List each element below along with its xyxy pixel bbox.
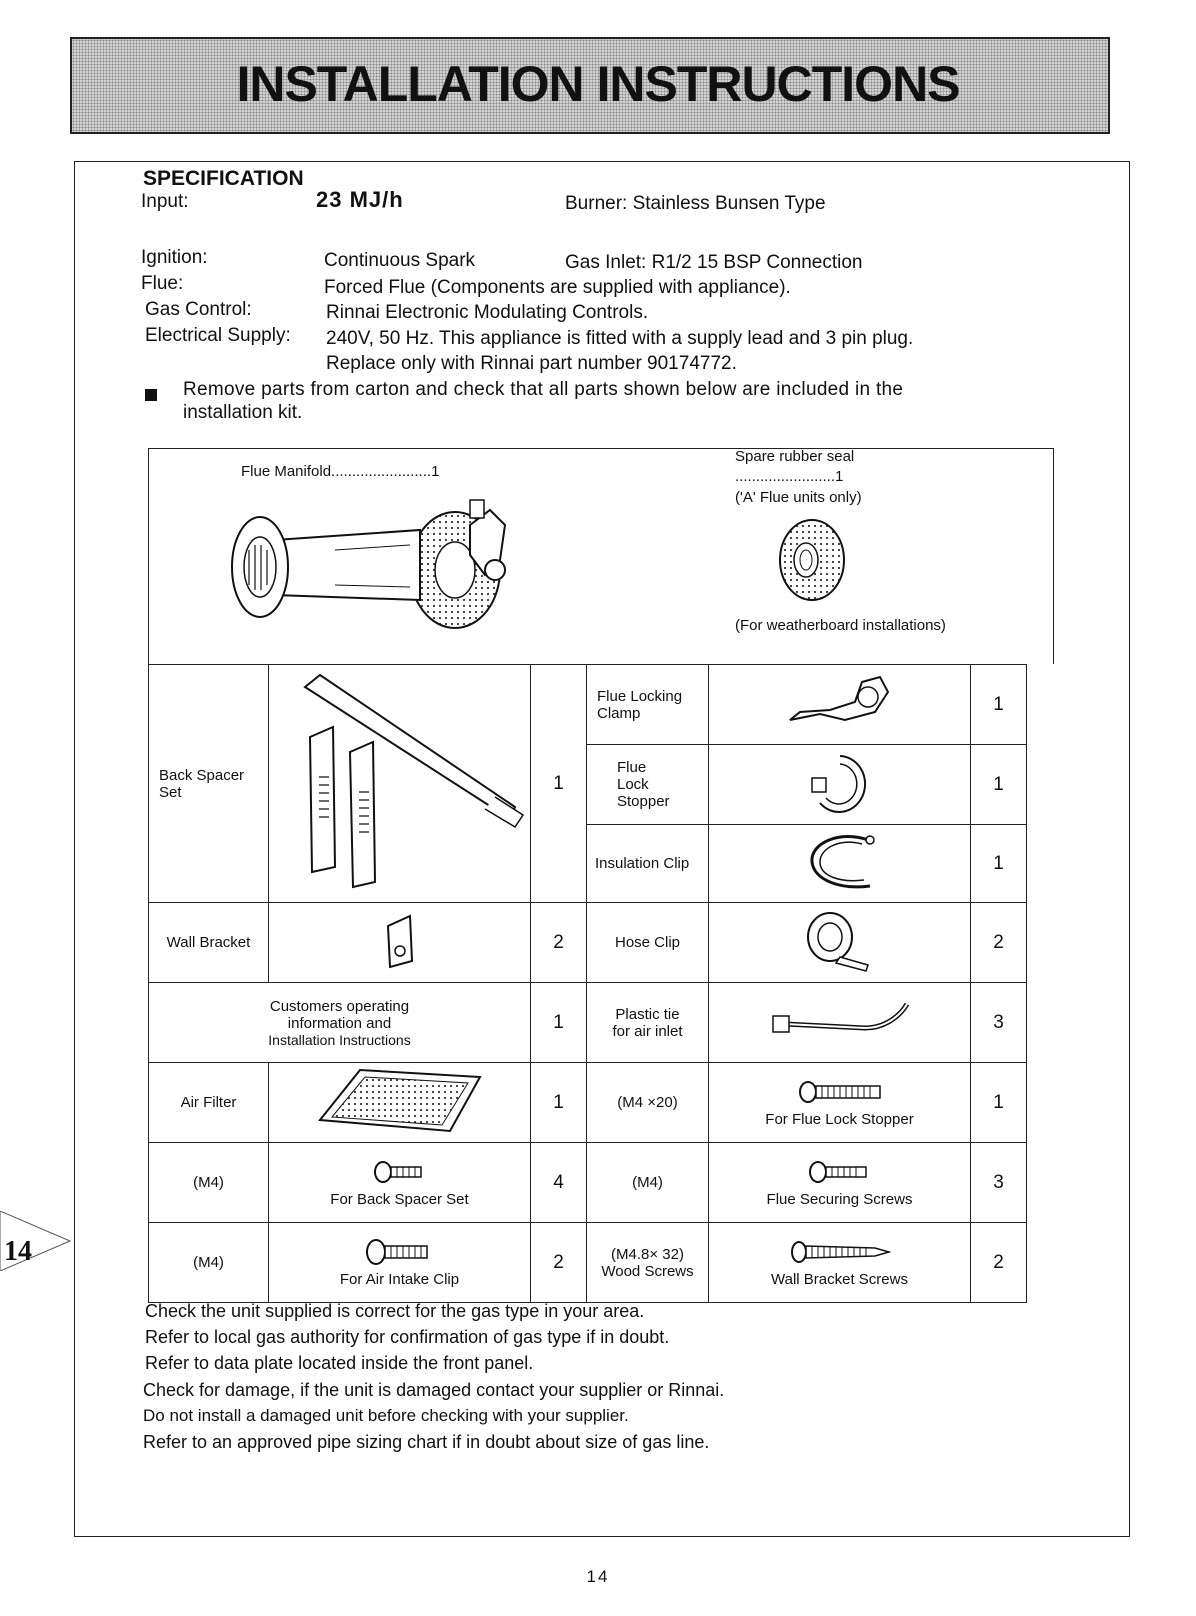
flue-manifold-drawing <box>215 495 515 630</box>
m4-a-drawing-cell <box>269 1143 531 1223</box>
m4-c-label: (M4) <box>149 1223 269 1303</box>
m4-b-label: (M4) <box>587 1143 709 1223</box>
screw-m4-intake-icon <box>360 1237 440 1267</box>
screw-m4-flue-icon <box>800 1157 880 1187</box>
note-4: Check for damage, if the unit is damaged contact your supplier or Rinnai. <box>143 1380 725 1400</box>
wood-screw-icon <box>785 1237 895 1267</box>
customers-info-qty: 1 <box>531 983 587 1063</box>
note-1: Check the unit supplied is correct for the gas type in your area. <box>145 1301 645 1321</box>
ignition-value: Continuous Spark <box>324 250 476 271</box>
for-air-intake-label: For Air Intake Clip <box>339 1271 460 1288</box>
note-3: Refer to data plate located inside the front panel. <box>145 1353 534 1373</box>
screw-m4-short-icon <box>365 1157 435 1187</box>
plastic-tie-icon <box>765 996 915 1046</box>
flue-locking-clamp-label: Flue Locking Clamp <box>587 665 709 745</box>
hose-clip-drawing-cell <box>709 903 971 983</box>
gas-inlet-spec: Gas Inlet: R1/2 15 BSP Connection <box>565 252 863 273</box>
insulation-clip-icon <box>800 828 880 896</box>
flue-lock-stopper-qty: 1 <box>971 745 1027 825</box>
wood-screws-label: Wood Screws <box>601 1262 694 1280</box>
wall-bracket-drawing-cell <box>269 903 531 983</box>
customers-info-cell <box>149 983 531 1063</box>
customers-info-line3: Installation Instructions <box>268 1031 411 1048</box>
note-5: Do not install a damaged unit before checking with your supplier. <box>143 1406 629 1425</box>
table-row <box>149 1223 1027 1303</box>
plastic-tie-drawing-cell <box>709 983 971 1063</box>
m48x32-label: (M4.8× 32) <box>611 1245 684 1263</box>
flue-lock-stopper-drawing-cell <box>709 745 971 825</box>
weatherboard-note: (For weatherboard installations) <box>735 617 946 634</box>
bullet-square <box>145 389 157 401</box>
spare-seal-label: Spare rubber seal <box>735 448 855 465</box>
gas-control-label: Gas Control: <box>145 299 252 320</box>
flue-lock-stopper-text: Flue Lock Stopper <box>617 759 670 810</box>
m4x20-label: (M4 ×20) <box>587 1063 709 1143</box>
flue-value: Forced Flue (Components are supplied with appliance). <box>324 277 791 298</box>
note-6: Refer to an approved pipe sizing chart if in doubt about size of gas line. <box>143 1432 710 1452</box>
insulation-clip-qty: 1 <box>971 825 1027 903</box>
hose-clip-icon <box>800 907 880 975</box>
plastic-tie-cell <box>587 983 709 1063</box>
for-back-spacer-label: For Back Spacer Set <box>330 1191 469 1208</box>
for-flue-lock-stopper-label: For Flue Lock Stopper <box>765 1111 914 1128</box>
wall-bracket-qty: 2 <box>531 903 587 983</box>
gas-control-value: Rinnai Electronic Modulating Controls. <box>326 302 649 323</box>
table-row <box>149 983 1027 1063</box>
wall-bracket-screws-qty: 2 <box>971 1223 1027 1303</box>
m4-b-drawing-cell <box>709 1143 971 1223</box>
wood-screws-cell <box>587 1223 709 1303</box>
back-spacer-drawing-cell <box>269 665 531 903</box>
m4x20-qty: 1 <box>971 1063 1027 1143</box>
back-spacer-drawing <box>275 667 525 897</box>
remove-parts-line1: Remove parts from carton and check that all parts shown below are included in the <box>183 379 904 400</box>
input-label: Input: <box>141 191 189 212</box>
spare-seal-note: ('A' Flue units only) <box>735 489 862 506</box>
back-spacer-label: Back Spacer Set <box>159 766 245 801</box>
wood-screws-drawing-cell <box>709 1223 971 1303</box>
wall-bracket-screws-label: Wall Bracket Screws <box>771 1271 908 1288</box>
side-tab-number: 14 <box>4 1236 32 1267</box>
flue-locking-clamp-drawing-cell <box>709 665 971 745</box>
screw-m4x20-icon <box>790 1077 890 1107</box>
m4-c-drawing-cell <box>269 1223 531 1303</box>
m4-b-qty: 3 <box>971 1143 1027 1223</box>
remove-parts-line2: installation kit. <box>183 402 303 423</box>
flue-locking-clamp-icon <box>780 672 900 734</box>
spare-seal-qty: ........................1 <box>735 468 844 485</box>
flue-manifold-label: Flue Manifold........................1 <box>241 463 440 480</box>
wall-bracket-icon <box>380 911 420 971</box>
wall-bracket-label: Wall Bracket <box>149 903 269 983</box>
parts-table <box>148 664 1027 1303</box>
plastic-tie-qty: 3 <box>971 983 1027 1063</box>
table-row <box>149 903 1027 983</box>
replace-part-value: Replace only with Rinnai part number 90174772. <box>326 353 737 374</box>
air-filter-icon <box>310 1065 490 1137</box>
burner-spec: Burner: Stainless Bunsen Type <box>565 193 826 214</box>
flue-lock-stopper-icon <box>800 748 880 818</box>
m4-c-qty: 2 <box>531 1223 587 1303</box>
insulation-clip-drawing-cell <box>709 825 971 903</box>
air-filter-drawing-cell <box>269 1063 531 1143</box>
electrical-label: Electrical Supply: <box>145 325 291 346</box>
flue-securing-label: Flue Securing Screws <box>766 1191 913 1208</box>
input-value: 23 MJ/h <box>316 187 404 212</box>
page-title: INSTALLATION INSTRUCTIONS <box>236 56 960 112</box>
table-row <box>149 1063 1027 1143</box>
note-2: Refer to local gas authority for confirmation of gas type if in doubt. <box>145 1327 670 1347</box>
plastic-tie-line2: for air inlet <box>612 1022 683 1040</box>
m4-a-label: (M4) <box>149 1143 269 1223</box>
rubber-seal-drawing <box>776 517 848 603</box>
customers-info-line2: information and <box>287 1014 392 1032</box>
air-filter-label: Air Filter <box>149 1063 269 1143</box>
table-row <box>149 665 1027 745</box>
hose-clip-label: Hose Clip <box>587 903 709 983</box>
m4x20-drawing-cell <box>709 1063 971 1143</box>
air-filter-qty: 1 <box>531 1063 587 1143</box>
insulation-clip-label: Insulation Clip <box>587 825 709 903</box>
customers-info-line1: Customers operating <box>269 997 410 1015</box>
flue-locking-clamp-qty: 1 <box>971 665 1027 745</box>
page-number: 14 <box>586 1567 610 1586</box>
table-row <box>149 1143 1027 1223</box>
hose-clip-qty: 2 <box>971 903 1027 983</box>
back-spacer-qty: 1 <box>531 665 587 903</box>
back-spacer-cell <box>149 665 269 903</box>
spec-heading: SPECIFICATION <box>143 167 304 190</box>
m4-a-qty: 4 <box>531 1143 587 1223</box>
electrical-value: 240V, 50 Hz. This appliance is fitted with a supply lead and 3 pin plug. <box>326 328 914 349</box>
flue-label: Flue: <box>141 273 184 294</box>
ignition-label: Ignition: <box>141 247 208 268</box>
plastic-tie-line1: Plastic tie <box>615 1005 680 1023</box>
flue-lock-stopper-label <box>587 745 709 825</box>
